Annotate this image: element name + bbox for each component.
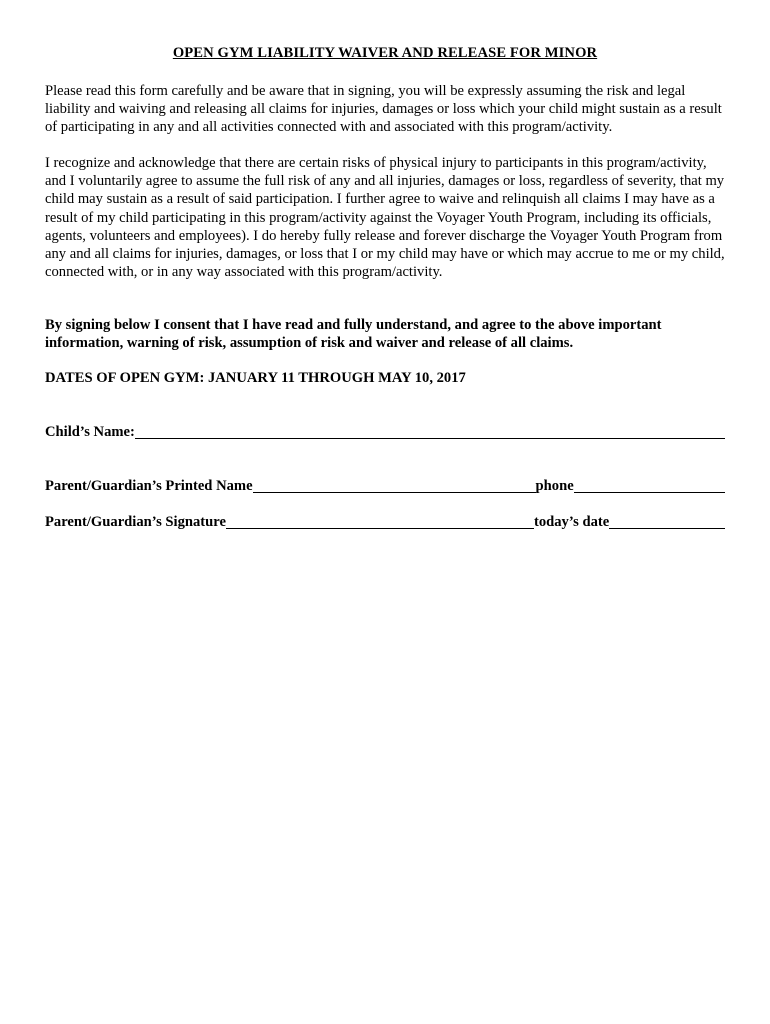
child-name-row — [45, 421, 725, 441]
parent-printed-name-field[interactable] — [253, 476, 536, 493]
parent-name-row — [45, 475, 725, 495]
open-gym-dates: DATES OF OPEN GYM: JANUARY 11 THROUGH MAY 10, 2017 — [45, 370, 466, 386]
todays-date-field[interactable] — [609, 512, 725, 529]
child-name-field[interactable] — [135, 422, 725, 439]
risk-acknowledgement-paragraph: I recognize and acknowledge that there are certain risks of physical injury to participants in this program/activity, and I voluntarily agree to assume the full risk of any and all injuries, damages or loss, regardless of severity, that my child may sustain as a result of said participation. I further agree to waive and relinquish all claims I may have as a result of my child participating in this program/activity against the Voyager Youth Program, including its officials, agents, volunteers and employees). I do hereby fully release and forever discharge the Voyager Youth Program from any and all claims for injuries, damages, or loss that I or my child may have or which may accrue to me or my child, connected with, or in any way associated with this program/activity. — [45, 155, 725, 281]
intro-paragraph: Please read this form carefully and be aware that in signing, you will be expressly assuming the risk and legal liability and waiving and releasing all claims for injuries, damages or loss which your child might sustain as a result of participating in any and all activities connected with and associated with this program/activity. — [45, 83, 722, 136]
consent-statement: By signing below I consent that I have read and fully understand, and agree to the above important information, warning of risk, assumption of risk and waiver and release of all claims. — [45, 317, 662, 352]
phone-field[interactable] — [574, 476, 725, 493]
parent-printed-name-label: Parent/Guardian’s Printed Name — [45, 478, 253, 494]
parent-signature-row — [45, 511, 725, 531]
phone-label: phone — [535, 478, 574, 494]
todays-date-label: today’s date — [533, 514, 610, 530]
parent-signature-field[interactable] — [226, 512, 534, 529]
document-title: OPEN GYM LIABILITY WAIVER AND RELEASE FOR MINOR — [172, 45, 598, 61]
child-name-label: Child’s Name: — [45, 424, 135, 440]
parent-signature-label: Parent/Guardian’s Signature — [45, 514, 226, 530]
